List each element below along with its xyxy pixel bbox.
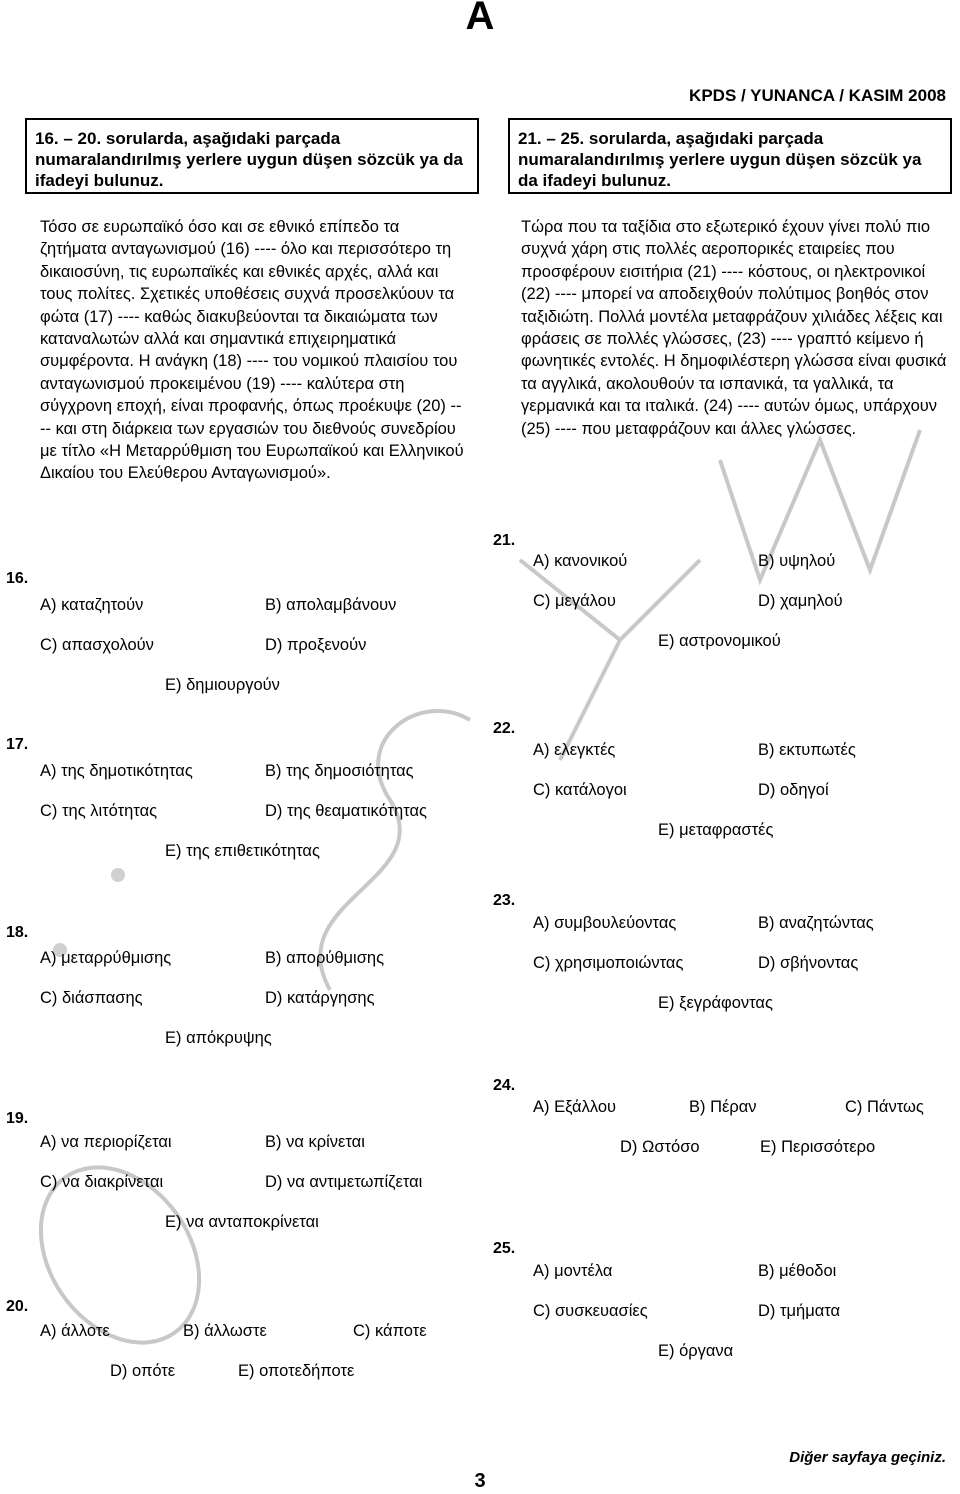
question-24-option-e[interactable]: E) Περισσότερο — [760, 1138, 876, 1156]
question-21-option-b[interactable]: B) υψηλού — [758, 552, 836, 570]
question-22-option-e[interactable]: E) μεταφραστές — [658, 821, 774, 839]
question-21-option-a[interactable]: A) κανονικού — [533, 552, 628, 570]
question-24-option-d[interactable]: D) Ωστόσο — [620, 1138, 700, 1156]
question-18-option-c[interactable]: C) διάσπασης — [40, 989, 143, 1007]
question-25-option-d[interactable]: D) τμήματα — [758, 1302, 841, 1320]
left-instructions-box — [25, 118, 479, 194]
question-20-option-d[interactable]: D) οπότε — [110, 1362, 176, 1380]
question-23-option-b[interactable]: B) αναζητώντας — [758, 914, 874, 932]
question-23-option-e[interactable]: E) ξεγράφοντας — [658, 994, 773, 1012]
question-19-number: 19. — [6, 1110, 29, 1127]
question-16-option-e[interactable]: E) δημιουργούν — [165, 676, 280, 694]
question-16-option-d[interactable]: D) προξενούν — [265, 636, 367, 654]
question-16-option-a[interactable]: A) καταζητούν — [40, 596, 144, 614]
question-21-number: 21. — [493, 532, 516, 549]
question-25-option-c[interactable]: C) συσκευασίες — [533, 1302, 648, 1320]
question-25-number: 25. — [493, 1240, 516, 1257]
question-23-option-a[interactable]: A) συμβουλεύοντας — [533, 914, 677, 932]
question-24-option-a[interactable]: A) Εξάλλου — [533, 1098, 617, 1116]
question-24-option-b[interactable]: B) Πέραν — [689, 1098, 757, 1116]
left-passage: Τόσο σε ευρωπαϊκό όσο και σε εθνικό επίπεδο τα ζητήματα ανταγωνισμού (16) ---- όλο και περισσότερο τη δικαιοσύνη, τις ευρωπαϊκές και εθνικές αρχές, αλλά και τους πολίτες. Σχετικές υποθέσεις συχνά προσελκύουν τα φώτα (17) ---- καθώς διακυβεύονται τα δικαιώματα των καταναλωτών αλλά και σημαντικά επιχειρηματικά συμφέροντα. Η ανάγκη (18) ---- του νομικού πλαισίου του ανταγωνισμού προκειμένου (19) ---- καλύτερα στη σύγχρονη εποχή, είναι προφανής, όπως προέκυψε (20) ---- και στη διάρκεια των εργασιών του διεθνούς συνεδρίου με τίτλο «Η Μεταρρύθμιση του Ευρωπαϊκού και Ελληνικού Δικαίου του Ελεύθερου Ανταγωνισμού». — [40, 218, 464, 483]
question-20-option-c[interactable]: C) κάποτε — [353, 1322, 427, 1340]
question-22-number: 22. — [493, 720, 516, 737]
question-16-option-c[interactable]: C) απασχολούν — [40, 636, 154, 654]
question-23-option-c[interactable]: C) χρησιμοποιώντας — [533, 954, 684, 972]
question-20-option-b[interactable]: B) άλλωστε — [183, 1322, 267, 1340]
page-number: 3 — [474, 1470, 486, 1492]
exam-header-title: KPDS / YUNANCA / KASIM 2008 — [689, 86, 946, 105]
question-22-option-a[interactable]: A) ελεγκτές — [533, 741, 616, 759]
question-24-option-c[interactable]: C) Πάντως — [845, 1098, 924, 1116]
question-18-number: 18. — [6, 924, 29, 941]
question-17-number: 17. — [6, 736, 29, 753]
question-19-option-a[interactable]: A) να περιορίζεται — [40, 1133, 172, 1151]
question-21-option-e[interactable]: E) αστρονομικού — [658, 632, 781, 650]
question-17-option-d[interactable]: D) της θεαματικότητας — [265, 802, 427, 820]
question-17-option-e[interactable]: E) της επιθετικότητας — [165, 842, 320, 860]
question-25-option-b[interactable]: B) μέθοδοι — [758, 1262, 837, 1280]
right-instructions-box — [508, 118, 952, 194]
question-17-option-a[interactable]: A) της δημοτικότητας — [40, 762, 193, 780]
question-23-option-d[interactable]: D) σβήνοντας — [758, 954, 859, 972]
question-21-option-d[interactable]: D) χαμηλού — [758, 592, 843, 610]
question-19-option-c[interactable]: C) να διακρίνεται — [40, 1173, 164, 1191]
question-22-option-b[interactable]: B) εκτυπωτές — [758, 741, 856, 759]
question-19-option-b[interactable]: B) να κρίνεται — [265, 1133, 365, 1151]
question-22-option-d[interactable]: D) οδηγοί — [758, 781, 829, 799]
question-19-option-e[interactable]: E) να ανταποκρίνεται — [165, 1213, 319, 1231]
question-18-option-b[interactable]: B) απορύθμισης — [265, 949, 385, 967]
question-25-option-a[interactable]: A) μοντέλα — [533, 1262, 613, 1280]
question-19-option-d[interactable]: D) να αντιμετωπίζεται — [265, 1173, 423, 1191]
question-20-number: 20. — [6, 1298, 29, 1315]
question-18-option-e[interactable]: E) απόκρυψης — [165, 1029, 272, 1047]
next-page-note: Diğer sayfaya geçiniz. — [789, 1449, 946, 1466]
question-16-option-b[interactable]: B) απολαμβάνουν — [265, 596, 397, 614]
question-18-option-a[interactable]: A) μεταρρύθμισης — [40, 949, 172, 967]
question-22-option-c[interactable]: C) κατάλογοι — [533, 781, 627, 799]
question-25-option-e[interactable]: E) όργανα — [658, 1342, 734, 1360]
booklet-type: A — [465, 0, 495, 38]
question-20-option-a[interactable]: A) άλλοτε — [40, 1322, 110, 1340]
question-23-number: 23. — [493, 892, 516, 909]
right-instructions-text: 21. – 25. sorularda, aşağıdaki parçada numaralandırılmış yerlere uygun düşen sözcük ya da ifadeyi bulunuz. — [518, 129, 922, 190]
left-instructions-text: 16. – 20. sorularda, aşağıdaki parçada numaralandırılmış yerlere uygun düşen sözcük ya da ifadeyi bulunuz. — [35, 129, 463, 190]
question-16-number: 16. — [6, 570, 29, 587]
question-24-number: 24. — [493, 1077, 516, 1094]
question-18-option-d[interactable]: D) κατάργησης — [265, 989, 375, 1007]
right-passage: Τώρα που τα ταξίδια στο εξωτερικό έχουν γίνει πολύ πιο συχνά χάρη στις πολλές αεροπορικές εταιρείες που προσφέρουν εισιτήρια (21) ---- κόστους, οι ηλεκτρονικοί (22) ---- μπορεί να αποδειχθούν πολύτιμος βοηθός στον ταξιδιώτη. Πολλά μοντέλα μεταφράζουν χιλιάδες λέξεις και φράσεις σε πολλές γλώσσες, (23) ---- γραπτό κείμενο ή φωνητικές εντολές. Η δημοφιλέστερη γλώσσα είναι φυσικά τα αγγλικά, ακολουθούν τα ισπανικά, τα γαλλικά, τα γερμανικά και τα ιταλικά. (24) ---- αυτών όμως, υπάρχουν (25) ---- που μεταφράζουν και άλλες γλώσσες. — [521, 218, 947, 438]
question-21-option-c[interactable]: C) μεγάλου — [533, 592, 616, 610]
question-17-option-b[interactable]: B) της δημοσιότητας — [265, 762, 414, 780]
question-20-option-e[interactable]: E) οποτεδήποτε — [238, 1362, 355, 1380]
question-17-option-c[interactable]: C) της λιτότητας — [40, 802, 158, 820]
